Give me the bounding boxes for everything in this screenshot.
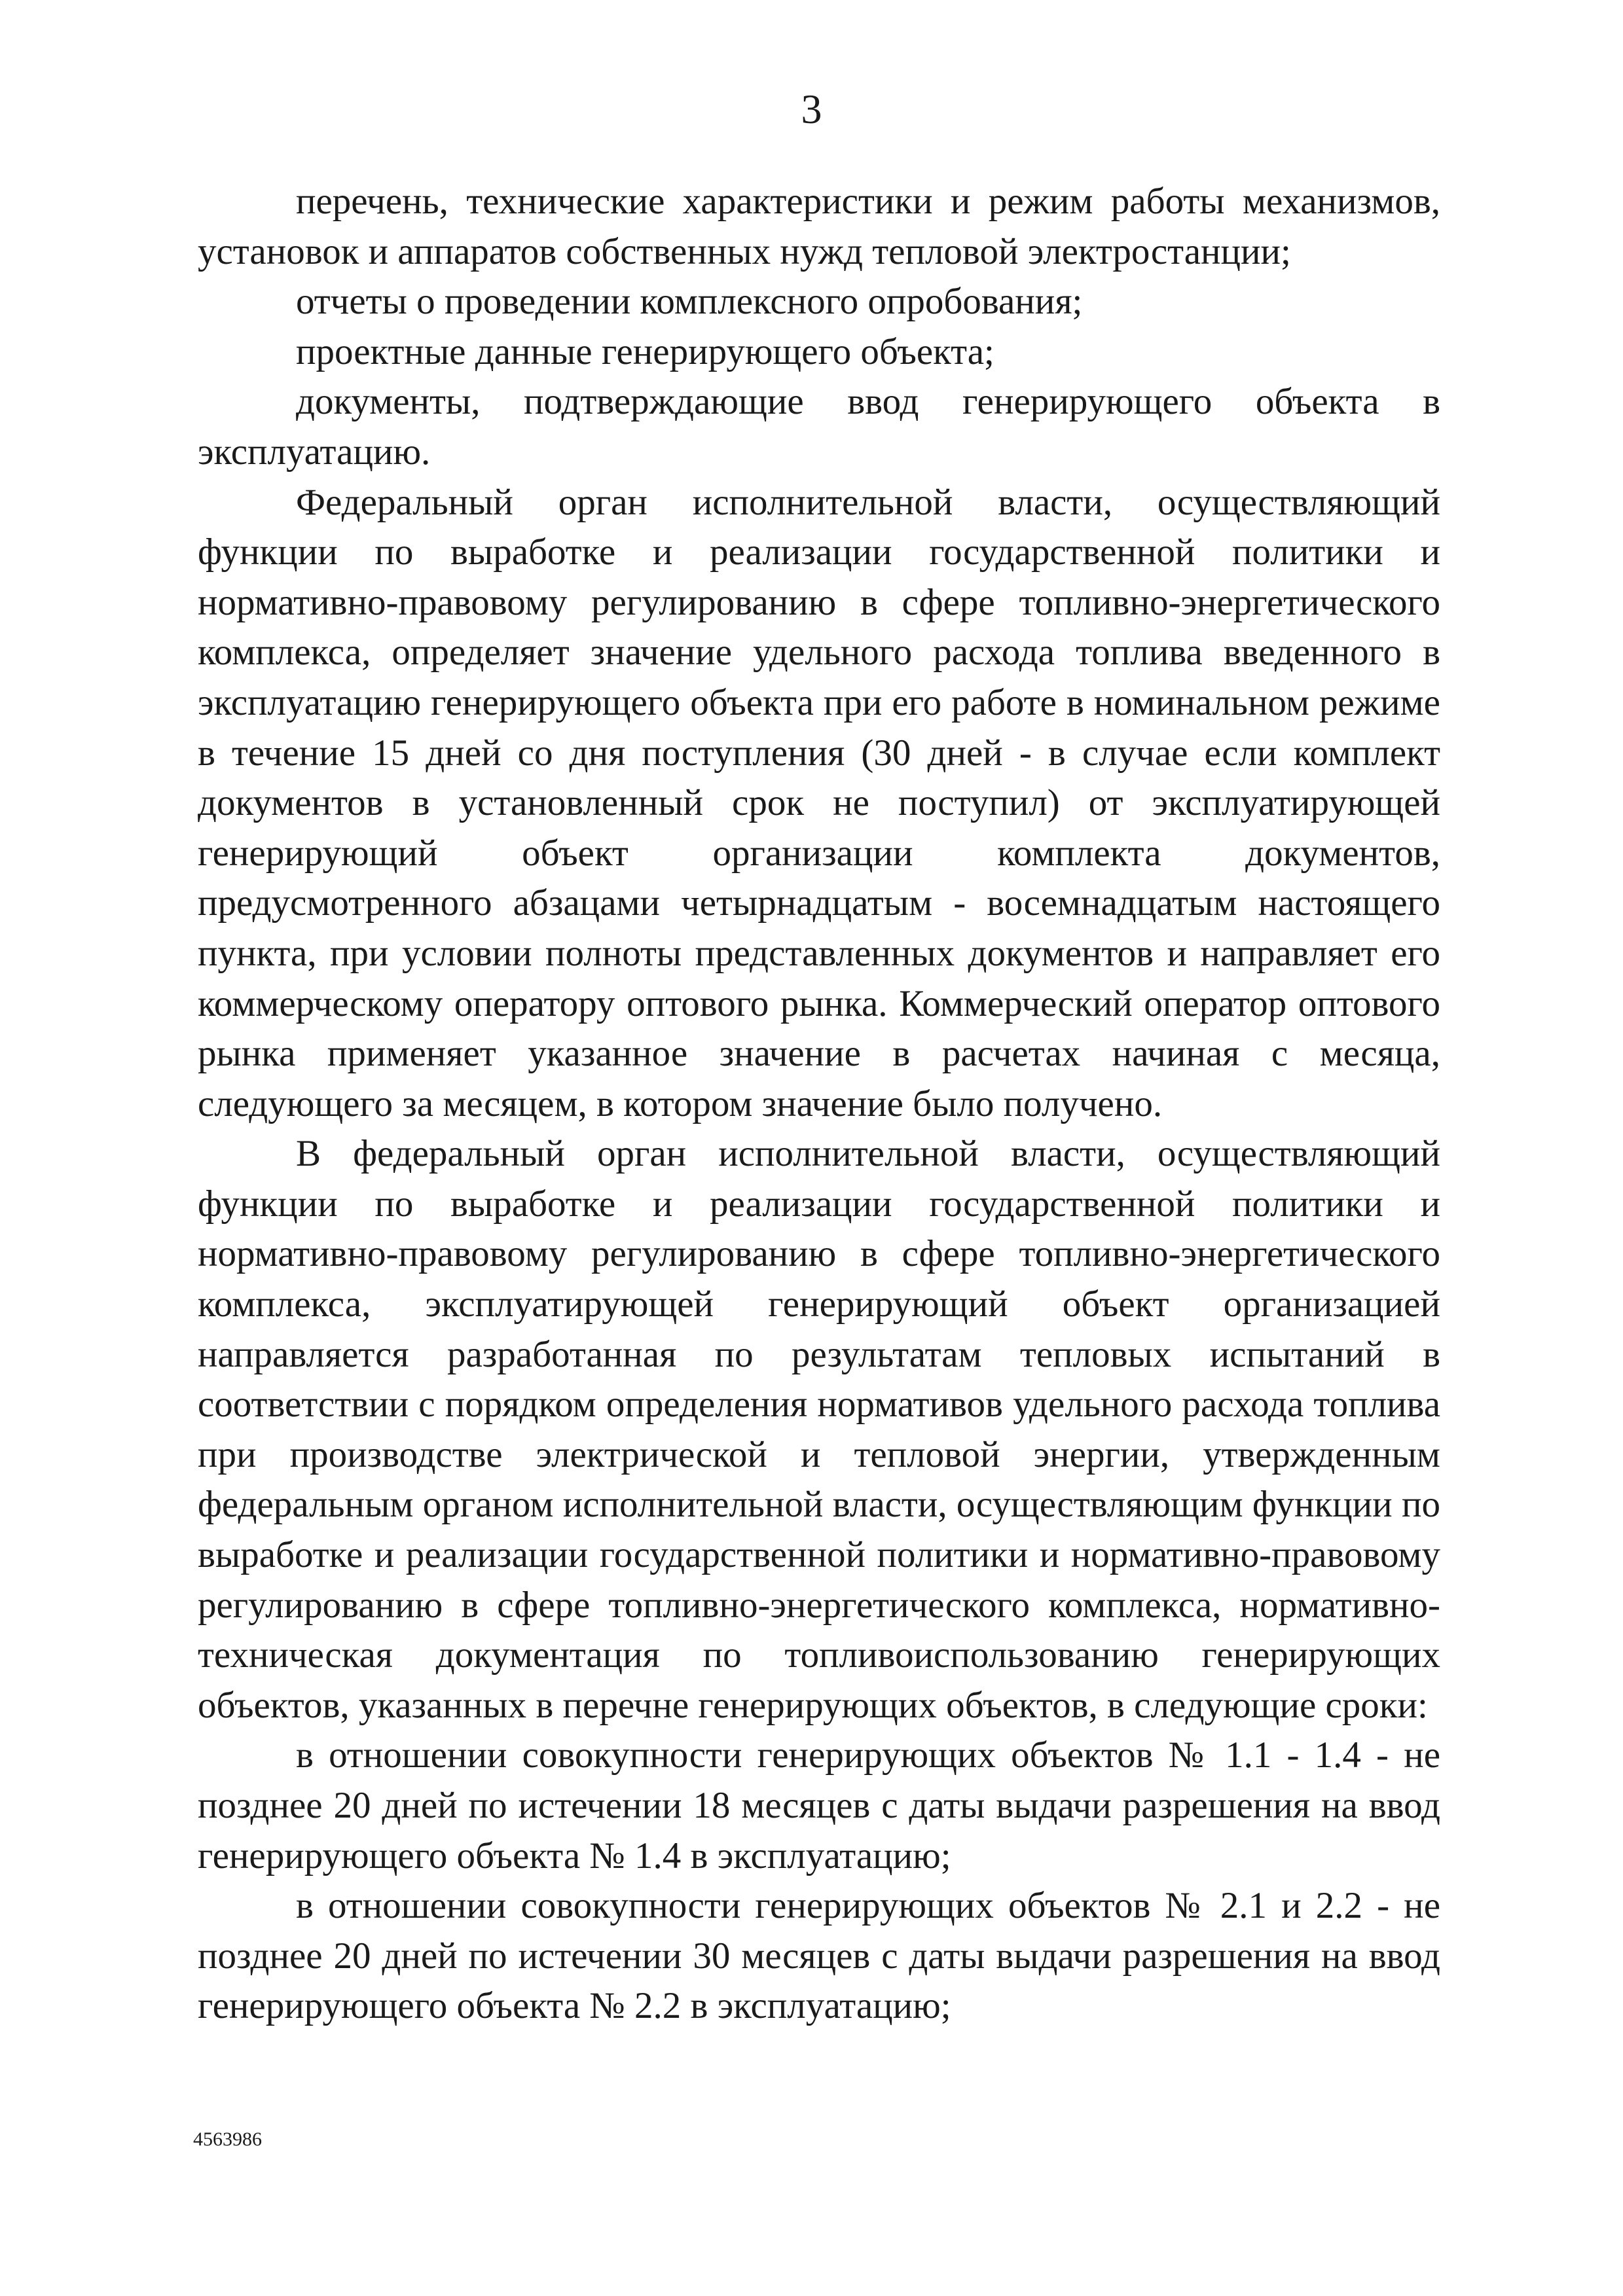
paragraph-test-reports: отчеты о проведении комплексного опробования;: [296, 281, 1083, 323]
document-body: [198, 177, 1440, 2032]
paragraph-commissioning-documents: документы, подтверждающие ввод генерирующего объекта в эксплуатацию.: [198, 381, 1440, 473]
paragraph-fuel-consumption-rate: Федеральный орган исполнительной власти, осуществляющий функции по выработке и реализации государственной политики и нормативно-правовому регулированию в сфере топливно-энергетического комплекса, определяет значение удельного расхода топлива введенного в эксплуатацию генерирующего объекта при его работе в номинальном режиме в течение 15 дней со дня поступления (30 дней - в случае если комплект документов в установленный срок не поступил) от эксплуатирующей генерирующий объект организации комплекта документов, предусмотренного абзацами четырнадцатым - восемнадцатым настоящего пункта, при условии полноты представленных документов и направляет его коммерческому оператору оптового рынка. Коммерческий оператор оптового рынка применяет указанное значение в расчетах начиная с месяца, следующего за месяцем, в котором значение было получено.: [198, 481, 1440, 1124]
paragraph-equipment-list: перечень, технические характеристики и режим работы механизмов, установок и аппаратов собственных нужд тепловой электростанции;: [198, 181, 1440, 272]
paragraph-deadline-objects-1: в отношении совокупности генерирующих объектов № 1.1 - 1.4 - не позднее 20 дней по истечении 18 месяцев с даты выдачи разрешения на ввод генерирующего объекта № 1.4 в эксплуатацию;: [198, 1734, 1440, 1876]
paragraph-project-data: проектные данные генерирующего объекта;: [296, 331, 994, 372]
document-id: 4563986: [193, 2128, 262, 2150]
paragraph-deadline-objects-2: в отношении совокупности генерирующих объектов № 2.1 и 2.2 - не позднее 20 дней по истечении 30 месяцев с даты выдачи разрешения на ввод генерирующего объекта № 2.2 в эксплуатацию;: [198, 1885, 1440, 2027]
paragraph-technical-documentation: В федеральный орган исполнительной власти, осуществляющий функции по выработке и реализации государственной политики и нормативно-правовому регулированию в сфере топливно-энергетического комплекса, эксплуатирующей генерирующий объект организацией направляется разработанная по результатам тепловых испытаний в соответствии с порядком определения нормативов удельного расхода топлива при производстве электрической и тепловой энергии, утвержденным федеральным органом исполнительной власти, осуществляющим функции по выработке и реализации государственной политики и нормативно-правовому регулированию в сфере топливно-энергетического комплекса, нормативно-техническая документация по топливоиспользованию генерирующих объектов, указанных в перечне генерирующих объектов, в следующие сроки:: [198, 1133, 1440, 1726]
page-number: 3: [801, 86, 822, 132]
